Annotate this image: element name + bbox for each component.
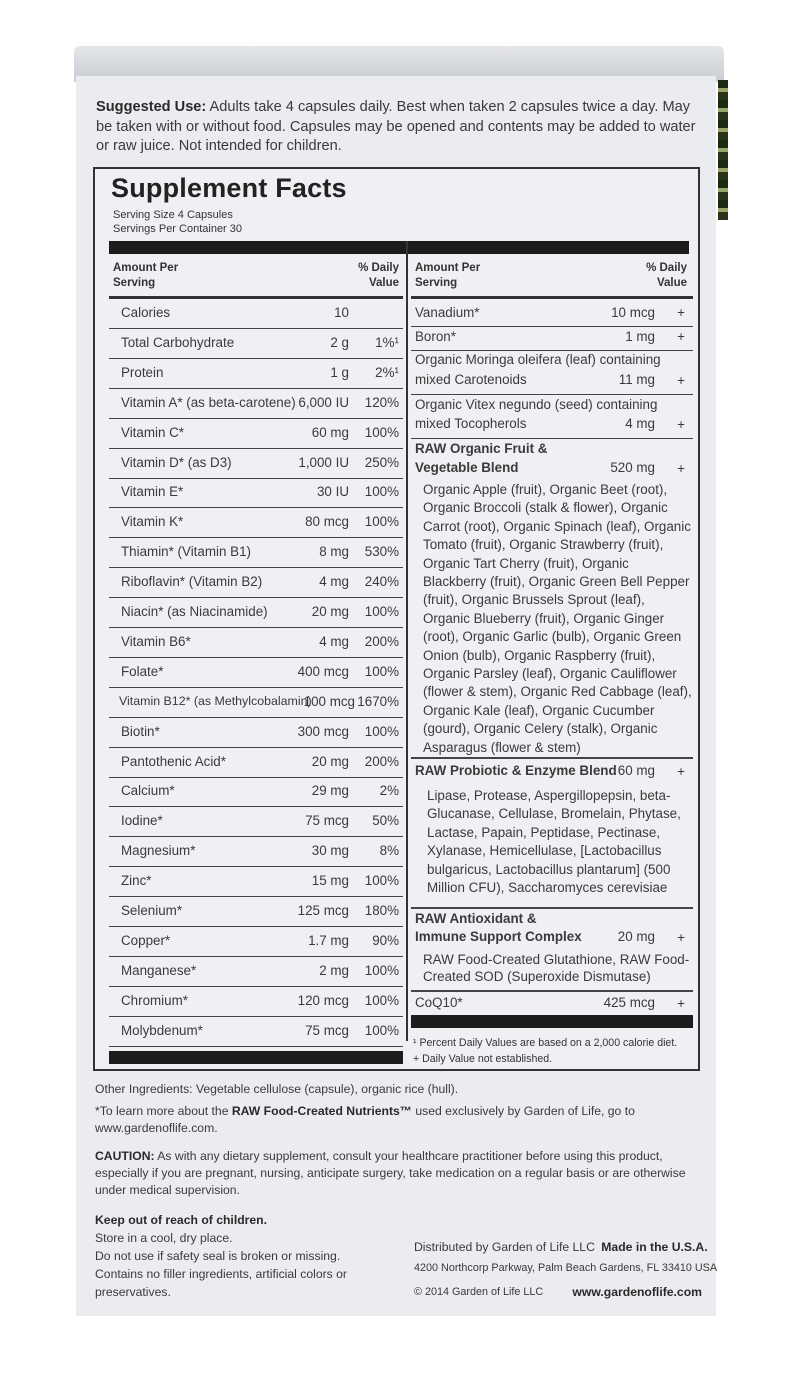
nutrient-row (109, 777, 403, 807)
storage-line-3: Contains no filler ingredients, artificial colors or (95, 1267, 347, 1281)
nutrient-dv: 250% (364, 454, 399, 470)
nutrient-row (109, 957, 403, 987)
footnote-dv-not-established: + Daily Value not established. (413, 1053, 553, 1065)
storage-line-2: Do not use if safety seal is broken or missing. (95, 1249, 341, 1263)
antioxidant-line2: Immune Support Complex (415, 929, 582, 944)
nutrient-dv: 100% (364, 873, 399, 889)
nutrient-dv: 100% (364, 484, 399, 500)
nutrient-row (109, 1017, 403, 1047)
coq10-row (411, 992, 693, 1016)
nutrient-amount: 30 mg (311, 843, 349, 859)
nutrient-dv: 180% (364, 903, 399, 918)
fruit-blend-amount: 520 mg (610, 460, 655, 475)
nutrient-name: Zinc* (121, 873, 152, 889)
other-ingredients: Other Ingredients: Vegetable cellulose (capsule), organic rice (hull). (95, 1082, 459, 1096)
nutrient-dv: 1%¹ (375, 334, 399, 350)
fruit-blend-dv: + (677, 461, 685, 476)
learn-more-note (95, 1103, 705, 1137)
probiotic-dv: + (677, 764, 685, 779)
vanadium-dv: + (677, 305, 685, 320)
right-bottom-bar (411, 1015, 693, 1028)
nutrient-row (109, 748, 403, 778)
nutrient-dv: 100% (364, 723, 399, 739)
nutrient-row (109, 927, 403, 957)
nutrient-row (109, 538, 403, 568)
nutrient-dv: 240% (364, 574, 399, 590)
antioxidant-line1: RAW Antioxidant & (415, 911, 537, 926)
vitex-line1: Organic Vitex negundo (seed) containing (415, 397, 658, 412)
probiotic-row (411, 759, 693, 785)
distributor-line (414, 1237, 706, 1258)
boron-row (411, 327, 693, 351)
nutrient-name: Niacin* (as Niacinamide) (121, 604, 268, 619)
right-amount-header: Amount Per Serving (415, 262, 481, 289)
column-divider (406, 241, 408, 1041)
left-dv-header: % Daily Value (358, 262, 399, 289)
fruit-blend-ingredients: Organic Apple (fruit), Organic Beet (root), Organic Broccoli (stalk & flower), Organic Carrot (root), Organic Spinach (leaf), Organic Tomato (fruit), Organic Strawberry (fruit), Organic Tart Cherry (fruit), Organic Blackberry (fruit), Organic Green Bell Pepper (fruit), Organic Brussels Sprout (leaf), Organic Blueberry (fruit), Organic Ginger (root), Organic Garlic (bulb), Organic Green Onion (bulb), Organic Raspberry (fruit), Organic Parsley (leaf), Organic Cauliflower (flower & stem), Organic Red Cabbage (leaf), Organic Kale (leaf), Organic Cucumber (gourd), Organic Celery (stalk), Organic Asparagus (flower & stem) (423, 482, 692, 755)
website[interactable]: www.gardenoflife.com (572, 1285, 702, 1299)
nutrient-name: Protein (121, 364, 164, 380)
nutrient-dv: 100% (364, 1022, 399, 1038)
vitex-dv: + (677, 417, 685, 432)
nutrient-dv: 100% (364, 604, 399, 619)
caution-text: As with any dietary supplement, consult your healthcare practitioner before using this product, especially if you are pregnant, nursing, anticipate surgery, take medication on a regular basis or are otherwise under medical supervision. (95, 1149, 686, 1197)
nutrient-amount: 100 mcg (303, 693, 355, 709)
serving-info (113, 208, 242, 236)
nutrient-amount: 6,000 IU (298, 394, 349, 410)
supplement-facts-panel (93, 167, 700, 1071)
learn-more-suffix: used exclusively by Garden of Life, go to www.gardenoflife.com. (95, 1104, 635, 1135)
copyright-line (414, 1282, 706, 1303)
suggested-use (96, 98, 706, 157)
learn-more-prefix: *To learn more about the (95, 1104, 229, 1118)
nutrient-amount: 20 mg (311, 604, 349, 619)
antioxidant-ingredients: RAW Food-Created Glutathione, RAW Food-Created SOD (Superoxide Dismutase) (423, 952, 690, 984)
vitex-row (411, 395, 693, 439)
nutrient-amount: 2 mg (319, 962, 349, 978)
nutrient-dv: 2%¹ (375, 364, 399, 380)
nutrient-row (109, 508, 403, 538)
nutrient-row (109, 478, 403, 508)
antioxidant-amount: 20 mg (617, 929, 655, 944)
nutrient-row (109, 987, 403, 1017)
nutrient-dv: 2% (379, 783, 399, 799)
nutrient-name: Biotin* (121, 723, 160, 739)
nutrient-amount: 15 mg (311, 873, 349, 889)
top-thick-rule (109, 241, 689, 254)
coq10-amount: 425 mcg (603, 995, 655, 1010)
nutrient-dv: 8% (379, 843, 399, 859)
nutrient-name: Riboflavin* (Vitamin B2) (121, 574, 263, 590)
nutrient-amount: 29 mg (311, 783, 349, 799)
nutrient-dv: 50% (372, 813, 399, 829)
storage-line-1: Store in a cool, dry place. (95, 1231, 233, 1245)
nutrient-name: Selenium* (121, 903, 183, 918)
moringa-line1: Organic Moringa oleifera (leaf) containing (415, 352, 661, 367)
keep-out-of-reach: Keep out of reach of children. (95, 1213, 267, 1227)
storage-line-4: preservatives. (95, 1285, 171, 1299)
distributor-info (414, 1237, 718, 1303)
nutrient-amount: 4 mg (319, 633, 349, 649)
nutrient-name: Calcium* (121, 783, 175, 799)
learn-more-brand: RAW Food-Created Nutrients™ (231, 1104, 412, 1118)
nutrient-amount: 8 mg (319, 544, 349, 560)
nutrient-name: Vitamin B6* (121, 633, 191, 649)
coq10-dv: + (677, 996, 685, 1011)
nutrient-name: Vitamin A* (as beta-carotene) (121, 394, 296, 410)
nutrient-name: Total Carbohydrate (121, 334, 235, 350)
boron-dv: + (677, 329, 685, 344)
moringa-amount: 11 mg (618, 372, 655, 387)
storage-info (95, 1211, 395, 1301)
probiotic-ingredients: Lipase, Protease, Aspergillopepsin, beta-Glucanase, Cellulase, Bromelain, Phytase, Lactase, Papain, Peptidase, Pectinase, Xylanase, Hemicellulase, [Lactobacillus bulgaricus, Lactobacillus plantarum] (500 Million CFU), Saccharomyces cerevisiae (427, 788, 681, 896)
nutrient-amount: 10 (334, 305, 349, 320)
nutrient-row (109, 658, 403, 688)
moringa-row (411, 351, 693, 395)
fruit-blend-line1: RAW Organic Fruit & (415, 441, 548, 456)
suggested-use-text: Adults take 4 capsules daily. Best when taken 2 capsules twice a day. May be taken with or without food. Capsules may be opened and contents may be added to water or raw juice. Not intended for children. (96, 99, 696, 155)
nutrient-dv: 100% (364, 962, 399, 978)
nutrient-dv: 1670% (357, 693, 399, 709)
right-dv-header: % Daily Value (646, 262, 687, 289)
nutrient-name: Manganese* (121, 962, 197, 978)
nutrient-amount: 80 mcg (305, 514, 349, 530)
nutrient-name: Pantothenic Acid* (121, 753, 226, 769)
caution-note (95, 1148, 707, 1199)
fruit-blend-row (411, 439, 693, 481)
footnote-percent-dv: ¹ Percent Daily Values are based on a 2,000 calorie diet. (413, 1037, 678, 1049)
distributor-address: 4200 Northcorp Parkway, Palm Beach Gardens, FL 33410 USA (414, 1262, 718, 1274)
nutrient-name: Magnesium* (121, 843, 196, 859)
nutrient-name: Calories (121, 305, 171, 320)
nutrient-row (109, 419, 403, 449)
nutrient-row (109, 807, 403, 837)
nutrient-name: Vitamin C* (121, 424, 185, 440)
nutrient-dv: 530% (364, 544, 399, 560)
nutrient-dv: 120% (364, 394, 399, 410)
facts-title: Supplement Facts (111, 173, 347, 203)
suggested-use-label: Suggested Use: (96, 99, 207, 115)
nutrient-name: Vitamin D* (as D3) (121, 454, 232, 470)
nutrient-name: Vitamin E* (121, 484, 184, 500)
caution-label: CAUTION: (95, 1149, 155, 1163)
nutrient-dv: 100% (364, 663, 399, 679)
probiotic-name: RAW Probiotic & Enzyme Blend (415, 763, 617, 778)
nutrient-name: Iodine* (121, 813, 163, 829)
nutrient-amount: 125 mcg (297, 903, 349, 918)
nutrient-row (109, 598, 403, 628)
left-amount-header: Amount Per Serving (113, 262, 179, 289)
nutrient-name: Thiamin* (Vitamin B1) (121, 544, 251, 560)
nutrient-row (109, 628, 403, 658)
antioxidant-row (411, 909, 693, 951)
vitex-line2: mixed Tocopherols (415, 416, 527, 431)
nutrient-amount: 2 g (330, 334, 349, 350)
nutrient-row (109, 688, 403, 718)
nutrient-row (109, 867, 403, 897)
boron-name: Boron* (415, 329, 456, 344)
nutrient-name: Folate* (121, 663, 164, 679)
nutrient-dv: 100% (364, 514, 399, 530)
nutrient-amount: 20 mg (311, 753, 349, 769)
nutrient-amount: 1,000 IU (298, 454, 349, 470)
copyright: © 2014 Garden of Life LLC (414, 1286, 544, 1298)
moringa-line2: mixed Carotenoids (415, 372, 527, 387)
nutrient-amount: 30 IU (316, 484, 349, 500)
nutrient-name: Chromium* (121, 992, 188, 1008)
nutrient-amount: 60 mg (311, 424, 349, 440)
nutrient-amount: 4 mg (319, 574, 349, 590)
nutrient-name: Vitamin K* (121, 514, 184, 530)
vanadium-name: Vanadium* (415, 305, 480, 320)
servings-per-container: Servings Per Container 30 (113, 223, 243, 235)
nutrient-row (109, 897, 403, 927)
nutrient-amount: 400 mcg (297, 663, 349, 679)
nutrient-row (109, 329, 403, 359)
nutrient-row (109, 299, 403, 329)
side-artwork-strip (718, 80, 728, 220)
fruit-blend-line2: Vegetable Blend (415, 460, 519, 475)
antioxidant-dv: + (677, 930, 685, 945)
vanadium-amount: 10 mcg (611, 305, 655, 320)
serving-size: Serving Size 4 Capsules (113, 209, 233, 221)
nutrient-dv: 200% (364, 633, 399, 649)
coq10-name: CoQ10* (415, 995, 463, 1010)
probiotic-amount: 60 mg (617, 763, 655, 778)
nutrient-amount: 1.7 mg (308, 932, 349, 948)
nutrient-amount: 1 g (330, 364, 349, 380)
moringa-dv: + (677, 373, 685, 388)
nutrient-amount: 120 mcg (297, 992, 349, 1008)
nutrient-row (109, 568, 403, 598)
nutrient-amount: 75 mcg (305, 1022, 349, 1038)
nutrient-row (109, 718, 403, 748)
nutrient-row (109, 389, 403, 419)
made-in-usa: Made in the U.S.A. (601, 1240, 708, 1254)
nutrient-amount: 300 mcg (297, 723, 349, 739)
vanadium-row (411, 299, 693, 327)
left-bottom-bar (109, 1051, 403, 1064)
nutrient-name: Molybdenum* (121, 1022, 203, 1038)
vitex-amount: 4 mg (625, 416, 655, 431)
distributor-name: Distributed by Garden of Life LLC (414, 1240, 595, 1254)
nutrient-row (109, 449, 403, 479)
nutrient-row (109, 837, 403, 867)
nutrient-dv: 100% (364, 424, 399, 440)
nutrient-dv: 100% (364, 992, 399, 1008)
nutrient-dv: 200% (364, 753, 399, 769)
nutrient-amount: 75 mcg (305, 813, 349, 829)
nutrient-dv: 90% (372, 932, 399, 948)
nutrient-name: Copper* (121, 932, 171, 948)
nutrient-name: Vitamin B12* (as Methylcobalamin) (119, 693, 312, 708)
nutrient-row (109, 359, 403, 389)
boron-amount: 1 mg (625, 329, 655, 344)
